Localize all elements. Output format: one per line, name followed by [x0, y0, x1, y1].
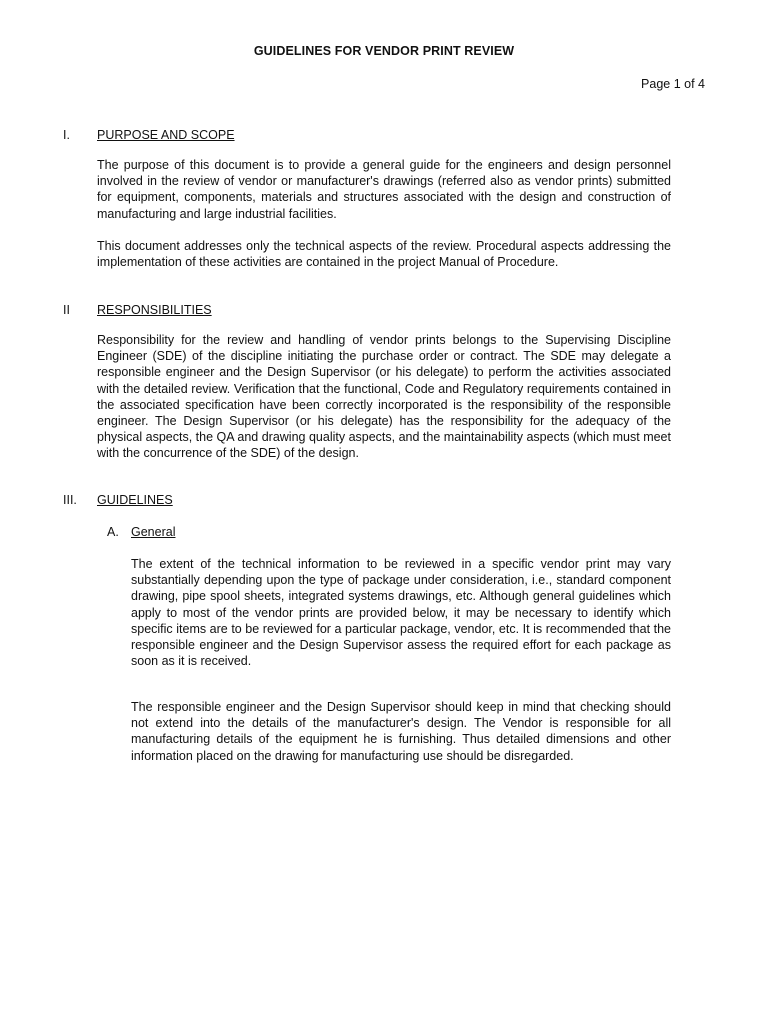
section-title: RESPONSIBILITIES [97, 303, 212, 317]
section-number: I. [63, 128, 70, 142]
section-title: PURPOSE AND SCOPE [97, 128, 235, 142]
section-number: III. [63, 493, 77, 507]
subsection-title: General [131, 525, 176, 539]
page-number: Page 1 of 4 [641, 77, 705, 91]
section-title: GUIDELINES [97, 493, 173, 507]
paragraph-general-1: The extent of the technical information to be reviewed in a specific vendor print may vary substantially depending upon the type of package under consideration, i.e., standard component drawing, pipe spool sheets, integrated systems drawings, etc. Although general guidelines which apply to most of the vendor prints are provided below, it may be necessary to identify which specific items are to be reviewed for a particular package, vendor, etc. It is recommended that the responsible engineer and the Design Supervisor assess the required effort for each package as soon as it is received. [131, 557, 671, 669]
document-title: GUIDELINES FOR VENDOR PRINT REVIEW [253, 44, 515, 58]
paragraph-general-2: The responsible engineer and the Design Supervisor should keep in mind that checking should not extend into the details of the manufacturer's design. The Vendor is responsible for all manufacturing details of the equipment he is furnishing. Thus detailed dimensions and other information placed on the drawing for manufacturing use should be disregarded. [131, 700, 671, 763]
subsection-letter: A. [107, 525, 119, 539]
paragraph-responsibilities-1: Responsibility for the review and handling of vendor prints belongs to the Supervising Discipline Engineer (SDE) of the discipline initiating the purchase order or contract. The SDE may delegate a responsible engineer and the Design Supervisor (or his delegate) to perform the activities associated with the detailed review. Verification that the functional, Code and Regulatory requirements contained in the associated specification have been correctly incorporated is the responsibility of the responsible engineer. The Design Supervisor (or his delegate) has the responsibility for the adequacy of the physical aspects, the QA and drawing quality aspects, and the maintainability aspects (which must meet with the concurrence of the SDE) of the design. [97, 333, 671, 461]
paragraph-purpose-2: This document addresses only the technical aspects of the review. Procedural aspects addressing the implementation of these activities are contained in the project Manual of Procedure. [97, 239, 671, 270]
section-number: II [63, 303, 70, 317]
paragraph-purpose-1: The purpose of this document is to provide a general guide for the engineers and design personnel involved in the review of vendor or manufacturer's drawings (referred also as vendor prints) submitted for equipment, components, materials and structures associated with the design and construction of manufacturing and large industrial facilities. [97, 158, 671, 221]
